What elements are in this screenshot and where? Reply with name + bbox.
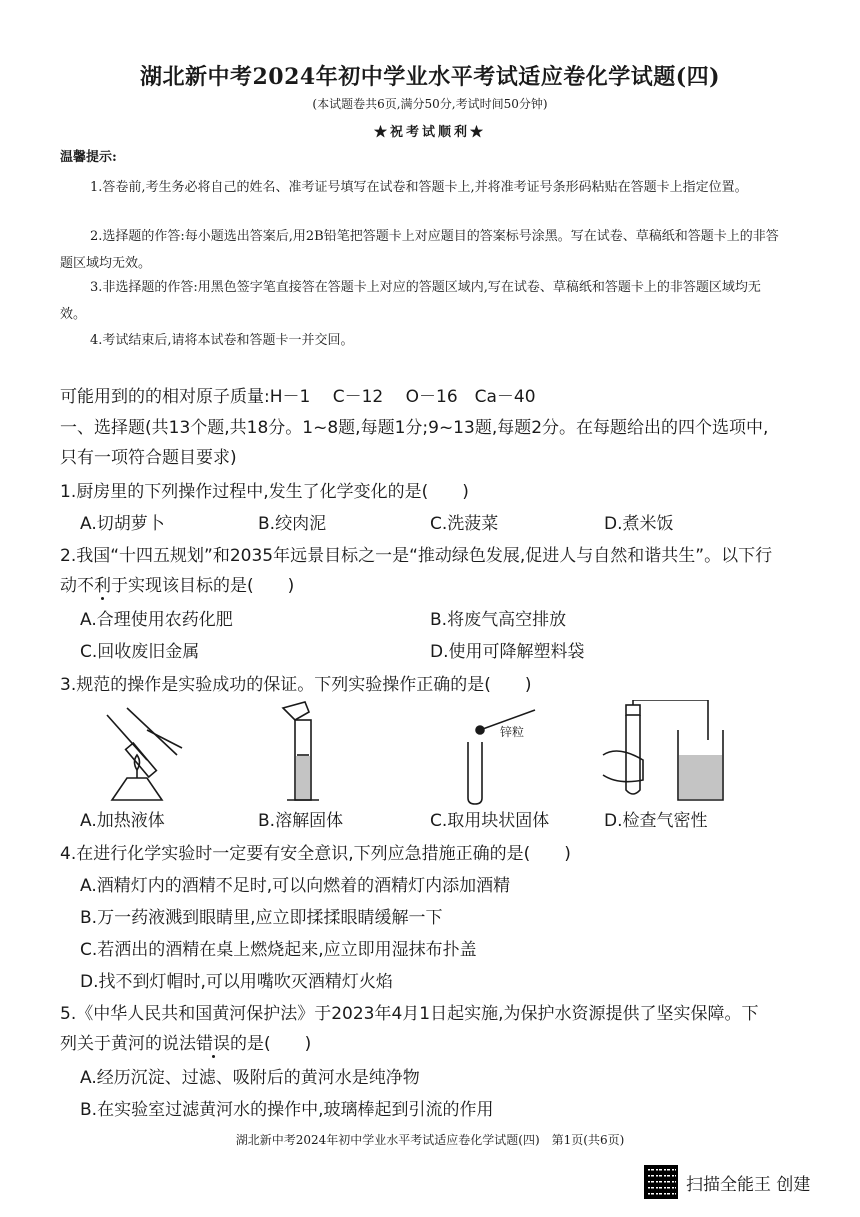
question-5-stem-end: 的是( )	[230, 1034, 312, 1054]
question-4-stem: 4.在进行化学实验时一定要有安全意识,下列应急措施正确的是( )	[60, 844, 571, 864]
question-4-option-a: A.酒精灯内的酒精不足时,可以向燃着的酒精灯内添加酒精	[80, 876, 511, 896]
question-4-option-b: B.万一药液溅到眼睛里,应立即揉揉眼睛缓解一下	[80, 908, 443, 928]
scanner-watermark	[644, 1165, 810, 1199]
page-title: 湖北新中考2024年初中学业水平考试适应卷化学试题(四)	[139, 64, 721, 90]
question-1-option-b: B.绞肉泥	[258, 514, 327, 534]
qr-code-icon	[644, 1165, 678, 1199]
question-3-option-d: D.检查气密性	[604, 811, 708, 831]
page-footer: 湖北新中考2024年初中学业水平考试适应卷化学试题(四) 第1页(共6页)	[235, 1133, 625, 1147]
question-1-option-a: A.切胡萝卜	[80, 514, 165, 534]
notice-item: 2.选择题的作答:每小题选出答案后,用2B铅笔把答题卡上对应题目的答案标号涂黑。写在试卷、草稿纸和答题卡上的非答题区域均无效。	[60, 229, 779, 271]
question-3-option-b: B.溶解固体	[258, 811, 344, 831]
zinc-granule-label: 锌粒	[500, 725, 525, 739]
notice-item: 1.答卷前,考生务必将自己的姓名、准考证号填写在试卷和答题卡上,并将准考证号条形码粘贴在答题卡上指定位置。	[90, 180, 748, 195]
notice-item: 3.非选择题的作答:用黑色签字笔直接答在答题卡上对应的答题区域内,写在试卷、草稿纸和答题卡上的非答题区域均无效。	[60, 280, 761, 322]
taking-solid-figure	[460, 700, 550, 805]
question-2-option-b: B.将废气高空排放	[430, 610, 567, 630]
question-2-option-a: A.合理使用农药化肥	[80, 610, 233, 630]
question-2-stem-text: 2.我国“十四五规划”和2035年远景目标之一是“推动绿色发展,促进人与自然和谐共生”。以下行动	[60, 546, 773, 596]
question-2-option-c: C.回收废旧金属	[80, 642, 200, 662]
question-1-stem: 1.厨房里的下列操作过程中,发生了化学变化的是( )	[60, 482, 469, 502]
question-2-option-d: D.使用可降解塑料袋	[430, 642, 585, 662]
question-3-option-c: C.取用块状固体	[430, 811, 550, 831]
question-1-option-d: D.煮米饭	[604, 514, 674, 534]
question-3-stem: 3.规范的操作是实验成功的保证。下列实验操作正确的是( )	[60, 675, 532, 695]
scanner-watermark-text: 扫描全能王 创建	[686, 1174, 811, 1195]
question-5-option-a: A.经历沉淀、过滤、吸附后的黄河水是纯净物	[80, 1068, 420, 1088]
question-5-emphasis: 错误	[196, 1034, 230, 1054]
question-4-option-c: C.若洒出的酒精在桌上燃烧起来,应立即用湿抹布扑盖	[80, 940, 477, 960]
question-5-stem	[60, 999, 775, 1059]
atomic-masses: 可能用到的的相对原子质量:H－1 C－12 O－16 Ca－40	[60, 387, 536, 407]
heating-liquid-figure	[92, 700, 202, 805]
notice-title: 温馨提示:	[60, 150, 117, 165]
exam-info: (本试题卷共6页,满分50分,考试时间50分钟)	[312, 97, 548, 111]
question-2-emphasis: 不利于	[77, 576, 128, 596]
notice-item: 4.考试结束后,请将本试卷和答题卡一并交回。	[90, 333, 354, 348]
question-4-option-d: D.找不到灯帽时,可以用嘴吹灭酒精灯火焰	[80, 972, 393, 992]
question-3-option-a: A.加热液体	[80, 811, 165, 831]
question-5-stem-text: 5.《中华人民共和国黄河保护法》于2023年4月1日起实施,为保护水资源提供了坚实保障。下列关于黄河的说法	[60, 1004, 759, 1054]
question-2-stem-end: 实现该目标的是( )	[128, 576, 295, 596]
question-5-option-b: B.在实验室过滤黄河水的操作中,玻璃棒起到引流的作用	[80, 1100, 494, 1120]
question-2-stem	[60, 541, 775, 601]
section-heading: 一、选择题(共13个题,共18分。1~8题,每题1分;9~13题,每题2分。在每题给出的四个选项中,只有一项符合题目要求)	[60, 418, 769, 468]
airtightness-figure	[598, 700, 728, 805]
dissolving-solid-figure	[275, 700, 335, 805]
good-luck-banner: ★祝考试顺利★	[373, 125, 486, 140]
question-1-option-c: C.洗菠菜	[430, 514, 499, 534]
